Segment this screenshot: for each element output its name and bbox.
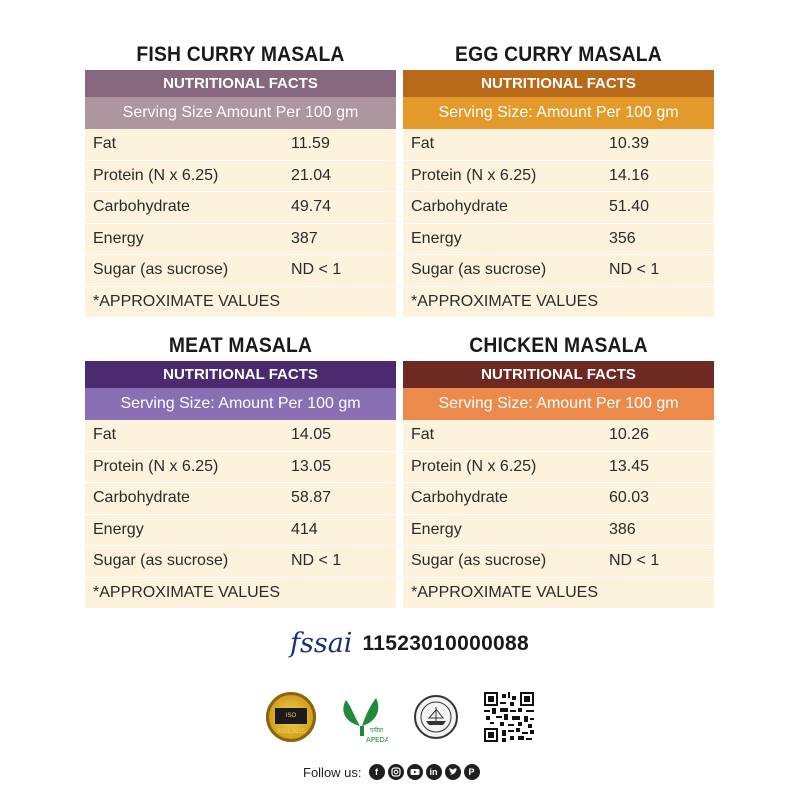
nutrient-name: Protein (N x 6.25)	[93, 457, 219, 475]
serving-size-bar: Serving Size: Amount Per 100 gm	[403, 97, 714, 129]
nutrient-value: 10.26	[609, 426, 650, 443]
serving-size-bar: Serving Size: Amount Per 100 gm	[403, 388, 714, 420]
nutrient-name: Energy	[93, 520, 144, 538]
nutrient-value: ND < 1	[609, 261, 660, 278]
table-row	[85, 224, 396, 256]
table-row	[85, 255, 396, 287]
nutritional-facts-header: NUTRITIONAL FACTS	[403, 361, 714, 388]
nutritional-facts-header: NUTRITIONAL FACTS	[85, 70, 396, 97]
table-row	[403, 452, 714, 484]
table-row	[403, 224, 714, 256]
panel-egg-curry-masala	[403, 40, 714, 318]
nutrient-value: 49.74	[291, 198, 332, 215]
nutrition-table	[403, 129, 714, 318]
svg-text:एपीडा: एपीडा	[370, 727, 384, 734]
qr-code-icon[interactable]	[484, 692, 534, 742]
nutrient-value: 13.45	[609, 457, 650, 475]
table-row	[85, 420, 396, 452]
approximate-note	[403, 287, 714, 319]
note-text: *APPROXIMATE VALUES	[93, 292, 281, 310]
table-row	[85, 129, 396, 161]
nutrient-name: Energy	[411, 520, 462, 538]
panel-title: FISH CURRY MASALA	[136, 43, 345, 66]
nutrient-name: Energy	[411, 229, 462, 247]
panel-title: MEAT MASALA	[168, 334, 313, 357]
note-text: *APPROXIMATE VALUES	[411, 292, 599, 310]
nutrition-table	[85, 129, 396, 318]
nutrient-name: Carbohydrate	[93, 198, 190, 215]
follow-us-label: Follow us:	[303, 764, 362, 780]
fssai-logo-text: fssai	[290, 628, 353, 659]
spices-board-logo-icon	[414, 695, 458, 739]
nutrient-name: Sugar (as sucrose)	[411, 261, 547, 278]
facebook-icon[interactable]: f	[369, 764, 385, 780]
table-row	[403, 546, 714, 578]
pinterest-icon[interactable]: P	[464, 764, 480, 780]
nutrient-name: Fat	[93, 135, 117, 152]
certification-badges	[266, 692, 542, 744]
nutrient-value: 387	[291, 229, 318, 247]
nutrient-name: Carbohydrate	[411, 489, 508, 506]
nutrient-value: 11.59	[291, 135, 330, 152]
nutrient-value: 21.04	[291, 166, 332, 184]
nutrient-value: ND < 1	[609, 552, 660, 569]
apeda-text: APEDA	[366, 736, 388, 744]
nutrient-value: 14.16	[609, 166, 650, 184]
table-row	[85, 515, 396, 547]
nutrition-table	[85, 420, 396, 609]
nutrient-name: Carbohydrate	[411, 198, 508, 215]
nutrient-name: Fat	[411, 426, 435, 443]
nutrient-name: Sugar (as sucrose)	[93, 552, 229, 569]
table-row	[403, 420, 714, 452]
nutrient-name: Energy	[93, 229, 144, 247]
youtube-icon[interactable]	[407, 764, 423, 780]
approximate-note	[403, 578, 714, 610]
twitter-icon[interactable]	[445, 764, 461, 780]
table-row	[403, 129, 714, 161]
nutrient-name: Protein (N x 6.25)	[411, 457, 537, 475]
nutrient-value: 10.39	[609, 135, 650, 152]
nutrient-value: ND < 1	[291, 552, 342, 569]
nutrient-value: 356	[609, 229, 636, 247]
serving-size-bar: Serving Size: Amount Per 100 gm	[85, 388, 396, 420]
note-text: *APPROXIMATE VALUES	[93, 583, 281, 601]
serving-size-bar: Serving Size Amount Per 100 gm	[85, 97, 396, 129]
panel-meat-masala	[85, 331, 396, 609]
nutrient-value: ND < 1	[291, 261, 342, 278]
fssai-license	[290, 628, 529, 659]
table-row	[85, 483, 396, 515]
nutrient-value: 51.40	[609, 198, 650, 215]
nutrient-name: Protein (N x 6.25)	[411, 166, 537, 184]
fssai-number: 11523010000088	[362, 631, 529, 655]
note-text: *APPROXIMATE VALUES	[411, 583, 599, 601]
nutrient-value: 13.05	[291, 457, 332, 475]
nutrient-value: 414	[291, 520, 318, 538]
nutritional-facts-header: NUTRITIONAL FACTS	[85, 361, 396, 388]
apeda-logo-icon	[336, 692, 388, 744]
table-row	[403, 515, 714, 547]
table-row	[403, 483, 714, 515]
table-row	[403, 192, 714, 224]
linkedin-icon[interactable]: in	[426, 764, 442, 780]
table-row	[85, 546, 396, 578]
nutrient-name: Sugar (as sucrose)	[93, 261, 229, 278]
nutrient-name: Protein (N x 6.25)	[93, 166, 219, 184]
panel-title: EGG CURRY MASALA	[455, 43, 662, 66]
fssai-logo	[290, 628, 356, 659]
table-row	[403, 161, 714, 193]
nutritional-facts-header: NUTRITIONAL FACTS	[403, 70, 714, 97]
instagram-icon[interactable]	[388, 764, 404, 780]
panel-chicken-masala	[403, 331, 714, 609]
nutrient-value: 58.87	[291, 489, 332, 506]
iso-badge-text: ISO 9001:2015	[275, 708, 307, 724]
table-row	[85, 161, 396, 193]
follow-us-bar	[303, 764, 480, 780]
nutrient-name: Sugar (as sucrose)	[411, 552, 547, 569]
nutrient-name: Fat	[93, 426, 117, 443]
nutrition-table	[403, 420, 714, 609]
approximate-note	[85, 578, 396, 610]
nutrient-value: 386	[609, 520, 636, 538]
panel-fish-curry-masala	[85, 40, 396, 318]
nutrient-name: Carbohydrate	[93, 489, 190, 506]
table-row	[403, 255, 714, 287]
approximate-note	[85, 287, 396, 319]
table-row	[85, 192, 396, 224]
nutrient-value: 14.05	[291, 426, 332, 443]
table-row	[85, 452, 396, 484]
panel-title: CHICKEN MASALA	[469, 334, 648, 357]
nutrient-value: 60.03	[609, 489, 650, 506]
iso-badge-icon	[266, 692, 316, 742]
nutrient-name: Fat	[411, 135, 435, 152]
